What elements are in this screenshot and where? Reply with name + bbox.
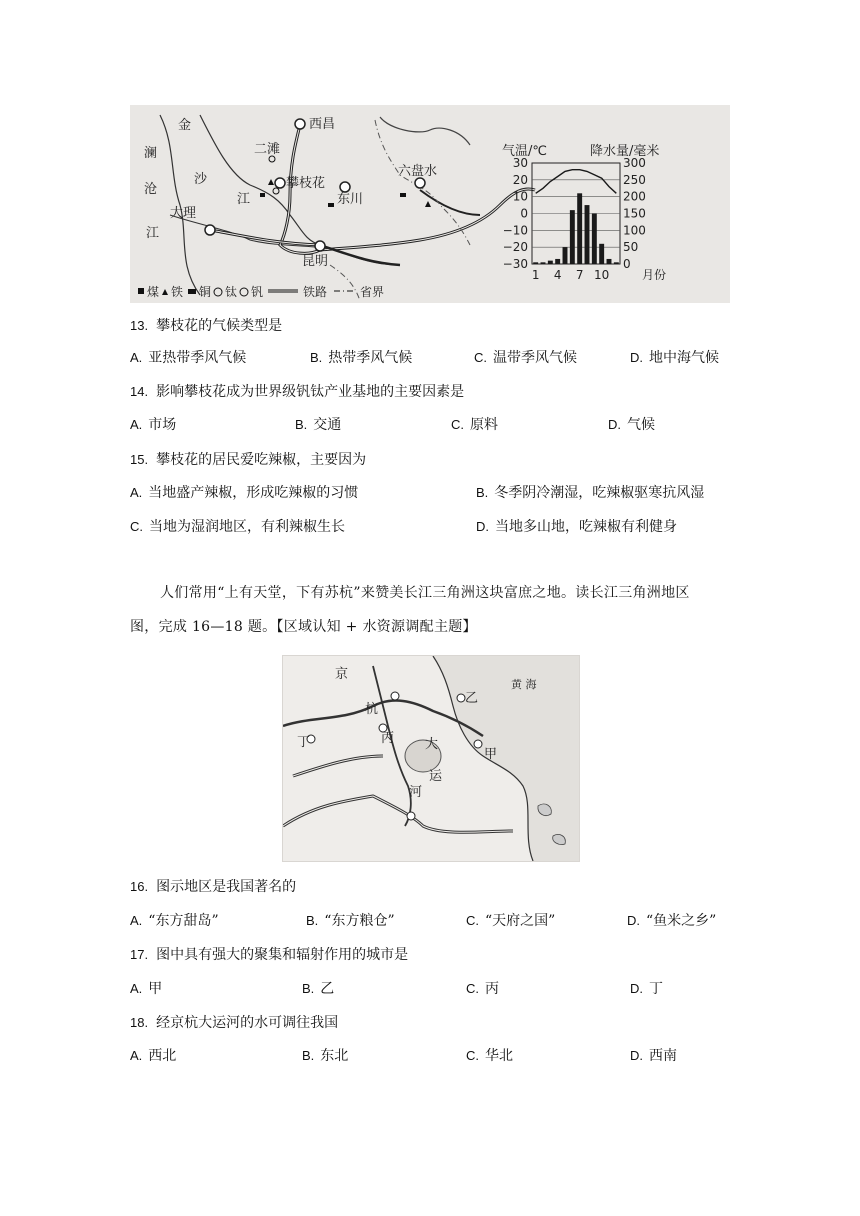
map-label-da: 大 xyxy=(425,737,439,752)
month-tick-label: 10 xyxy=(594,268,610,282)
map-label-ding: 丁 xyxy=(297,735,311,750)
option-text: 华北 xyxy=(485,1048,513,1064)
q17-stem xyxy=(130,945,408,965)
dongchuan-marker xyxy=(340,182,350,192)
map-label-yi: 乙 xyxy=(465,691,479,706)
option-label: B. xyxy=(306,913,319,928)
legend-iron: 铁 xyxy=(171,285,184,299)
q17-number: 17. xyxy=(130,947,149,962)
option-label: D. xyxy=(476,519,489,534)
precip-tick-label: 0 xyxy=(623,257,631,271)
option-label: D. xyxy=(630,981,643,996)
q15-option-c[interactable] xyxy=(130,517,345,537)
precip-tick-label: 300 xyxy=(623,156,646,170)
month-tick-label: 1 xyxy=(531,268,540,282)
option-text: 甲 xyxy=(148,981,163,997)
dali-marker xyxy=(205,225,215,235)
delta-map-svg xyxy=(283,656,579,861)
map-legend xyxy=(138,284,384,299)
q16-stem-text: 图示地区是我国著名的 xyxy=(156,879,297,895)
option-text: 丁 xyxy=(649,981,663,997)
q13-stem-text: 攀枝花的气候类型是 xyxy=(156,318,283,334)
panzhihua-map xyxy=(130,105,730,303)
precip-bar xyxy=(570,210,575,264)
option-text: 乙 xyxy=(320,981,335,997)
q13-option-d[interactable] xyxy=(630,348,719,368)
option-text: 交通 xyxy=(313,417,342,433)
month-tick-label: 4 xyxy=(553,268,562,282)
option-text: 市场 xyxy=(148,417,177,433)
option-label: D. xyxy=(627,913,640,928)
yangtze-delta-map xyxy=(282,655,580,862)
jia-city-marker xyxy=(474,740,482,748)
q18-stem xyxy=(130,1013,338,1033)
rail-lines xyxy=(283,756,513,832)
option-label: B. xyxy=(310,350,323,365)
q16-option-b[interactable] xyxy=(306,911,395,931)
option-text: 西南 xyxy=(649,1048,677,1064)
q18-option-a[interactable] xyxy=(130,1046,176,1066)
liupanshui-marker xyxy=(415,178,425,188)
intro-line-1: 人们常用“上有天堂，下有苏杭”来赞美长江三角洲这块富庶之地。读长江三角洲地区 xyxy=(160,585,690,601)
map-label-bing: 丙 xyxy=(381,731,395,746)
option-label: C. xyxy=(466,1048,479,1063)
precip-bar xyxy=(548,261,553,264)
option-label: B. xyxy=(476,485,489,500)
q15-stem xyxy=(130,450,366,470)
map-label-jia: 甲 xyxy=(484,747,498,762)
option-label: A. xyxy=(130,485,143,500)
map-label-hang: 杭 xyxy=(365,702,379,717)
option-label: C. xyxy=(466,913,479,928)
climate-chart xyxy=(502,143,666,282)
precip-tick-label: 200 xyxy=(623,189,646,204)
precip-tick-label: 150 xyxy=(623,206,646,221)
option-text: 温带季风气候 xyxy=(493,350,577,366)
option-text: “鱼米之乡” xyxy=(646,913,717,929)
temperature-line xyxy=(536,170,617,194)
hangzhou-marker xyxy=(407,812,415,820)
option-text: 地中海气候 xyxy=(649,350,719,366)
q15-option-a[interactable] xyxy=(130,483,358,503)
option-label: D. xyxy=(608,417,621,432)
q15-option-d[interactable] xyxy=(476,517,677,537)
q17-option-a[interactable] xyxy=(130,979,162,999)
q15-stem-text: 攀枝花的居民爱吃辣椒，主要因为 xyxy=(156,452,367,468)
legend-titanium: 钛 xyxy=(225,285,238,299)
temp-tick-label: 0 xyxy=(520,206,528,221)
option-label: D. xyxy=(630,1048,643,1063)
q13-option-c[interactable] xyxy=(474,348,577,368)
precip-axis-label: 降水量/毫米 xyxy=(590,144,660,159)
map-label-yun: 运 xyxy=(429,769,443,784)
q17-option-b[interactable] xyxy=(302,979,334,999)
q16-stem xyxy=(130,877,296,897)
legend-copper: 铜 xyxy=(199,285,212,299)
option-text: 丙 xyxy=(485,981,499,997)
precip-bar xyxy=(599,244,604,264)
month-tick-label: 7 xyxy=(575,268,584,282)
option-label: C. xyxy=(130,519,143,534)
q15-option-b[interactable] xyxy=(476,483,704,503)
lancang-river xyxy=(160,115,200,295)
map-label-panzhihua: 攀枝花 xyxy=(286,176,326,191)
temp-tick-label: 10 xyxy=(512,189,528,204)
option-text: 东北 xyxy=(320,1048,349,1064)
precip-bar xyxy=(592,214,597,265)
yi-city-marker xyxy=(457,694,465,702)
temp-tick-label: 20 xyxy=(512,172,528,187)
q18-number: 18. xyxy=(130,1015,149,1030)
panzhihua-figure xyxy=(130,105,730,303)
grand-canal xyxy=(373,666,411,826)
option-label: C. xyxy=(474,350,487,365)
map-label-sha: 沙 xyxy=(194,172,208,187)
option-label: C. xyxy=(466,981,479,996)
q15-number: 15. xyxy=(130,452,149,467)
q14-option-b[interactable] xyxy=(295,415,341,435)
option-text: 西北 xyxy=(148,1048,177,1064)
q16-number: 16. xyxy=(130,879,149,894)
temp-axis-label: 气温/℃ xyxy=(502,144,547,159)
map-label-kunming: 昆明 xyxy=(302,254,329,269)
precip-tick-label: 250 xyxy=(623,172,646,187)
intro-line-2: 图，完成 16—18 题。【区域认知 + 水资源调配主题】 xyxy=(130,619,477,635)
map-label-lan: 澜 xyxy=(144,146,158,161)
jing-city-marker xyxy=(391,692,399,700)
q16-option-a[interactable] xyxy=(130,911,219,931)
q14-stem xyxy=(130,382,464,402)
option-text: 原料 xyxy=(470,417,498,433)
legend-coal: 煤 xyxy=(147,285,160,299)
option-label: B. xyxy=(295,417,308,432)
option-text: 热带季风气候 xyxy=(328,350,413,366)
q13-option-b[interactable] xyxy=(310,348,412,368)
q13-option-a[interactable] xyxy=(130,348,246,368)
option-label: A. xyxy=(130,1048,143,1063)
legend-province-border: 省界 xyxy=(360,285,385,299)
map-label-jin: 金 xyxy=(178,118,192,133)
option-text: 亚热带季风气候 xyxy=(148,350,247,366)
map-label-sea: 黄 海 xyxy=(511,678,537,691)
option-text: 当地盛产辣椒，形成吃辣椒的习惯 xyxy=(148,485,359,501)
q14-number: 14. xyxy=(130,384,149,399)
temp-tick-label: −10 xyxy=(502,223,528,238)
precip-bar xyxy=(607,259,612,264)
q14-option-a[interactable] xyxy=(130,415,176,435)
option-text: “东方粮仓” xyxy=(324,913,395,929)
option-text: 当地为湿润地区，有利辣椒生长 xyxy=(149,519,345,535)
xichang-marker xyxy=(295,119,305,129)
precip-bar xyxy=(533,262,538,264)
map-label-jiang-mid: 江 xyxy=(237,192,251,207)
map-label-cang: 沧 xyxy=(144,182,158,197)
precip-bar xyxy=(577,193,582,264)
month-axis-label: 月份 xyxy=(642,268,667,282)
option-label: A. xyxy=(130,417,143,432)
q16-option-d[interactable] xyxy=(627,911,716,931)
option-label: C. xyxy=(451,417,464,432)
option-text: 气候 xyxy=(627,417,655,433)
map-label-jing: 京 xyxy=(335,667,349,682)
q17-option-c[interactable] xyxy=(466,979,499,999)
q14-option-c[interactable] xyxy=(451,415,498,435)
option-text: 冬季阴冷潮湿，吃辣椒驱寒抗风湿 xyxy=(494,485,705,501)
q13-stem xyxy=(130,316,282,336)
q16-option-c[interactable] xyxy=(466,911,555,931)
legend-railway: 铁路 xyxy=(303,285,328,299)
option-label: A. xyxy=(130,913,143,928)
q17-stem-text: 图中具有强大的聚集和辐射作用的城市是 xyxy=(156,947,409,963)
precip-tick-label: 50 xyxy=(623,240,639,255)
precip-bar xyxy=(563,247,568,264)
option-text: “天府之国” xyxy=(485,913,556,929)
q18-option-b[interactable] xyxy=(302,1046,348,1066)
kunming-marker xyxy=(315,241,325,251)
precip-bar xyxy=(585,205,590,264)
precip-bar xyxy=(541,262,546,264)
q14-stem-text: 影响攀枝花成为世界级钒钛产业基地的主要因素是 xyxy=(156,384,465,400)
option-label: B. xyxy=(302,1048,315,1063)
temp-tick-label: −20 xyxy=(502,240,528,255)
precip-tick-label: 100 xyxy=(623,223,646,238)
q18-stem-text: 经京杭大运河的水可调往我国 xyxy=(156,1015,339,1031)
q18-option-d[interactable] xyxy=(630,1046,677,1066)
map-label-dali: 大理 xyxy=(170,206,197,221)
option-label: B. xyxy=(302,981,315,996)
map-label-he: 河 xyxy=(409,785,423,800)
option-label: D. xyxy=(630,350,643,365)
q14-option-d[interactable] xyxy=(608,415,655,435)
option-text: “东方甜岛” xyxy=(148,913,219,929)
option-text: 当地多山地，吃辣椒有利健身 xyxy=(495,519,677,535)
q18-option-c[interactable] xyxy=(466,1046,513,1066)
map-label-ertan: 二滩 xyxy=(254,142,281,157)
option-label: A. xyxy=(130,350,143,365)
temp-tick-label: 30 xyxy=(512,156,528,170)
q13-number: 13. xyxy=(130,318,149,333)
legend-vanadium: 钒 xyxy=(251,285,264,299)
map-label-dongchuan: 东川 xyxy=(337,192,364,207)
map-label-liupanshui: 六盘水 xyxy=(398,164,438,179)
q17-option-d[interactable] xyxy=(630,979,663,999)
option-label: A. xyxy=(130,981,143,996)
map-label-xichang: 西昌 xyxy=(309,117,336,132)
precip-bar xyxy=(614,262,619,264)
precip-bar xyxy=(555,259,560,264)
panzhihua-marker xyxy=(275,178,285,188)
temp-tick-label: −30 xyxy=(502,257,528,271)
map-label-jiang-left: 江 xyxy=(146,226,160,241)
